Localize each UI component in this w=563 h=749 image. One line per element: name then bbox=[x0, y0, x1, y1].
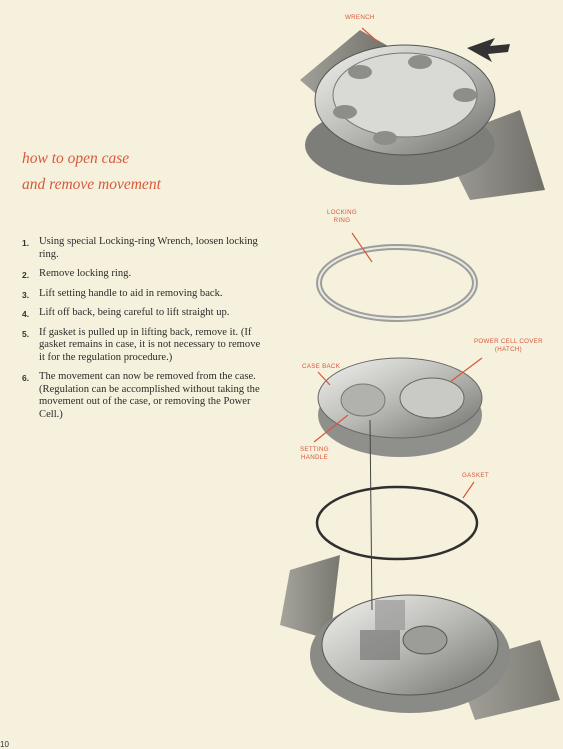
instruction-steps bbox=[22, 236, 268, 428]
section-heading bbox=[22, 146, 161, 198]
label-gasket: GASKET bbox=[462, 472, 489, 479]
step-number: 6. bbox=[22, 373, 30, 383]
label-wrench: WRENCH bbox=[345, 14, 375, 21]
label-power-cell-cover: POWER CELL COVER (HATCH) bbox=[474, 338, 543, 353]
step-text: Using special Locking-ring Wrench, loosen locking ring. bbox=[39, 236, 258, 260]
locking-ring bbox=[319, 247, 475, 319]
arrow-icon bbox=[467, 38, 510, 62]
label-setting-handle: SETTING HANDLE bbox=[300, 446, 329, 461]
step-text: The movement can now be removed from the case. (Regulation can be accomplished without taking the movement out of the case, or removing the Power Cell.) bbox=[39, 371, 260, 420]
movement-assembly bbox=[280, 555, 560, 720]
step-item bbox=[22, 371, 268, 421]
wrench-assembly bbox=[300, 30, 545, 200]
step-item bbox=[22, 268, 268, 281]
step-number: 4. bbox=[22, 309, 30, 319]
step-item bbox=[22, 307, 268, 320]
gasket bbox=[317, 487, 477, 559]
step-item bbox=[22, 327, 268, 365]
step-number: 3. bbox=[22, 289, 30, 300]
heading-line-2: and remove movement bbox=[22, 176, 161, 193]
step-number: 1. bbox=[22, 238, 30, 248]
step-text: Remove locking ring. bbox=[39, 268, 132, 279]
step-number: 2. bbox=[22, 270, 30, 280]
exploded-watch-illustration bbox=[275, 0, 563, 749]
step-item bbox=[22, 288, 268, 301]
page-number: 10 bbox=[0, 740, 9, 749]
label-locking-ring: LOCKING RING bbox=[327, 209, 357, 224]
step-text: If gasket is pulled up in lifting back, remove it. (If gasket remains in case, it is not necessary to remove it for the regulation procedure.) bbox=[39, 326, 261, 363]
heading-line-1: how to open case bbox=[22, 150, 130, 167]
case-back bbox=[318, 358, 482, 457]
step-number: 5. bbox=[22, 328, 30, 339]
step-text: Lift off back, being careful to lift straight up. bbox=[39, 307, 230, 318]
step-text: Lift setting handle to aid in removing back. bbox=[39, 287, 223, 299]
step-item bbox=[22, 236, 268, 261]
label-case-back: CASE BACK bbox=[302, 363, 341, 370]
